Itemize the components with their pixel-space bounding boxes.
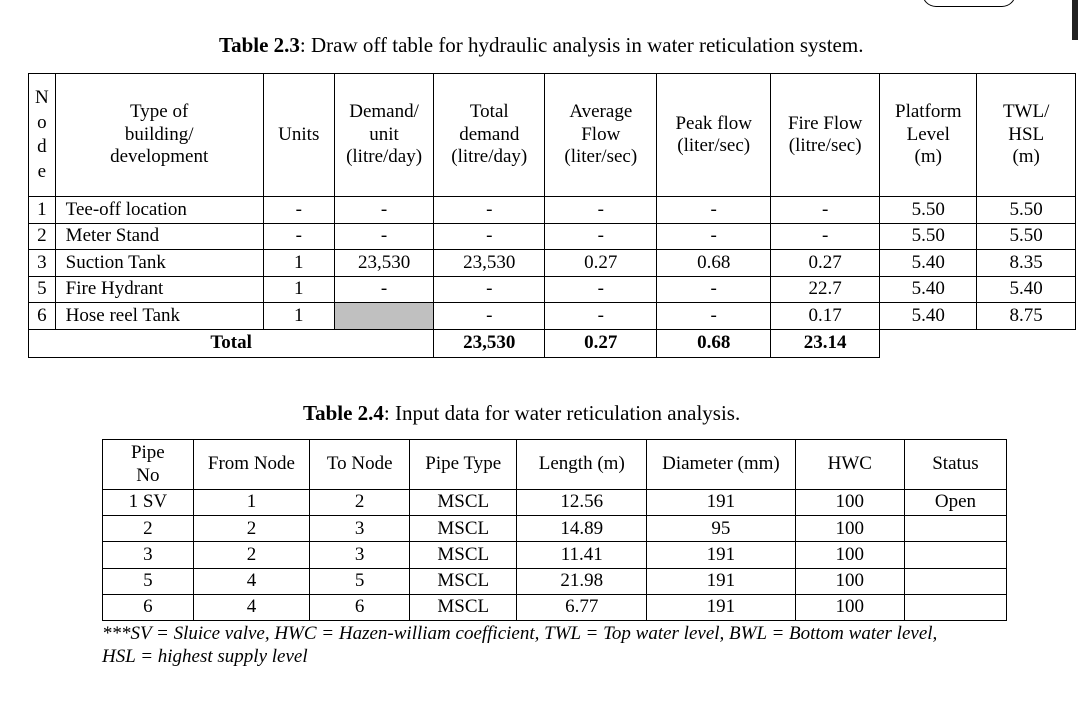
table-row [103, 542, 1007, 568]
cell-to-node: 2 [310, 490, 410, 516]
cell-length: 21.98 [517, 568, 647, 594]
cell-twl: 8.75 [977, 303, 1076, 330]
total-total-demand: 23,530 [434, 329, 545, 357]
header-node: N o d e [29, 74, 56, 197]
header-total-demand: Total demand (litre/day) [434, 74, 545, 197]
cell-pipe-type: MSCL [410, 516, 517, 542]
header-row [103, 440, 1007, 490]
cell-type: Hose reel Tank [55, 303, 263, 330]
cell-platform-level: 5.40 [880, 250, 977, 277]
cell-to-node: 3 [310, 542, 410, 568]
cell-type: Suction Tank [55, 250, 263, 277]
header-pipe-type: Pipe Type [410, 440, 517, 490]
header-hwc: HWC [795, 440, 904, 490]
cell-peak-flow: 0.68 [657, 250, 771, 277]
table-row [29, 303, 1076, 330]
cell-demand-unit: - [334, 223, 433, 250]
cell-node: 1 [29, 197, 56, 224]
header-pipe-no: Pipe No [103, 440, 194, 490]
cell-from-node: 2 [193, 542, 309, 568]
total-fire-flow: 23.14 [771, 329, 880, 357]
header-type: Type of building/ development [55, 74, 263, 197]
cell-node: 5 [29, 276, 56, 303]
cell-units: - [263, 223, 334, 250]
caption-label: Table 2.4 [303, 401, 384, 425]
cell-status [904, 568, 1006, 594]
cell-type: Fire Hydrant [55, 276, 263, 303]
cell-fire-flow: 0.17 [771, 303, 880, 330]
table-row [103, 516, 1007, 542]
header-platform-level: Platform Level (m) [880, 74, 977, 197]
cell-average-flow: - [545, 303, 657, 330]
cell-twl: 5.40 [977, 276, 1076, 303]
header-length: Length (m) [517, 440, 647, 490]
header-units: Units [263, 74, 334, 197]
cell-hwc: 100 [795, 568, 904, 594]
cell-average-flow: 0.27 [545, 250, 657, 277]
cell-diameter: 191 [647, 594, 795, 620]
header-from-node: From Node [193, 440, 309, 490]
cell-length: 12.56 [517, 490, 647, 516]
cell-units: 1 [263, 303, 334, 330]
empty-cell [880, 329, 977, 357]
cell-node: 6 [29, 303, 56, 330]
footnote-line-1: ***SV = Sluice valve, HWC = Hazen-william coefficient, TWL = Top water level, BWL = Bottom water level, [102, 623, 938, 644]
table-row [103, 490, 1007, 516]
cell-twl: 5.50 [977, 223, 1076, 250]
total-row [29, 329, 1076, 357]
header-peak-flow: Peak flow (liter/sec) [657, 74, 771, 197]
cell-average-flow: - [545, 276, 657, 303]
cell-status [904, 542, 1006, 568]
cell-peak-flow: - [657, 276, 771, 303]
cell-status [904, 594, 1006, 620]
cell-peak-flow: - [657, 223, 771, 250]
cell-units: - [263, 197, 334, 224]
footnote [102, 622, 1002, 668]
cell-peak-flow: - [657, 197, 771, 224]
cell-units: 1 [263, 250, 334, 277]
table-row [29, 197, 1076, 224]
cell-pipe-type: MSCL [410, 490, 517, 516]
cell-total-demand: - [434, 223, 545, 250]
cell-status [904, 516, 1006, 542]
cell-to-node: 3 [310, 516, 410, 542]
cell-hwc: 100 [795, 516, 904, 542]
empty-cell [977, 329, 1076, 357]
cell-total-demand: - [434, 276, 545, 303]
table-row [29, 250, 1076, 277]
cell-hwc: 100 [795, 490, 904, 516]
table-row [29, 276, 1076, 303]
cell-length: 6.77 [517, 594, 647, 620]
cell-twl: 8.35 [977, 250, 1076, 277]
header-status: Status [904, 440, 1006, 490]
cell-pipe-type: MSCL [410, 594, 517, 620]
cell-total-demand: - [434, 197, 545, 224]
cell-demand-unit: - [334, 197, 433, 224]
cell-platform-level: 5.50 [880, 197, 977, 224]
total-label: Total [29, 329, 434, 357]
header-diameter: Diameter (mm) [647, 440, 795, 490]
cell-status: Open [904, 490, 1006, 516]
cell-diameter: 191 [647, 568, 795, 594]
total-peak-flow: 0.68 [657, 329, 771, 357]
header-average-flow: Average Flow (liter/sec) [545, 74, 657, 197]
cell-demand-unit: 23,530 [334, 250, 433, 277]
cell-demand-unit: - [334, 276, 433, 303]
cell-pipe-no: 6 [103, 594, 194, 620]
table-row [29, 223, 1076, 250]
cell-total-demand: 23,530 [434, 250, 545, 277]
cell-to-node: 5 [310, 568, 410, 594]
table-row [103, 594, 1007, 620]
cell-node: 3 [29, 250, 56, 277]
cell-from-node: 4 [193, 594, 309, 620]
window-edge-bar [1072, 0, 1078, 40]
table-2-4-caption [303, 401, 740, 426]
partial-bracket-mark [922, 0, 1016, 7]
cell-pipe-type: MSCL [410, 542, 517, 568]
cell-from-node: 4 [193, 568, 309, 594]
cell-pipe-type: MSCL [410, 568, 517, 594]
caption-label: Table 2.3 [219, 33, 300, 57]
cell-pipe-no: 3 [103, 542, 194, 568]
cell-pipe-no: 5 [103, 568, 194, 594]
cell-pipe-no: 2 [103, 516, 194, 542]
cell-from-node: 1 [193, 490, 309, 516]
cell-length: 14.89 [517, 516, 647, 542]
cell-diameter: 95 [647, 516, 795, 542]
cell-platform-level: 5.40 [880, 303, 977, 330]
cell-diameter: 191 [647, 490, 795, 516]
cell-hwc: 100 [795, 542, 904, 568]
cell-platform-level: 5.40 [880, 276, 977, 303]
table-row [103, 568, 1007, 594]
cell-fire-flow: - [771, 197, 880, 224]
cell-type: Tee-off location [55, 197, 263, 224]
cell-platform-level: 5.50 [880, 223, 977, 250]
pipe-input-table [102, 439, 1007, 621]
header-twl-hsl: TWL/ HSL (m) [977, 74, 1076, 197]
cell-average-flow: - [545, 197, 657, 224]
cell-to-node: 6 [310, 594, 410, 620]
total-average-flow: 0.27 [545, 329, 657, 357]
caption-text: : Input data for water reticulation analysis. [383, 401, 741, 425]
table-2-3-caption [219, 33, 863, 58]
cell-fire-flow: - [771, 223, 880, 250]
cell-type: Meter Stand [55, 223, 263, 250]
cell-fire-flow: 22.7 [771, 276, 880, 303]
draw-off-table [28, 73, 1076, 358]
cell-from-node: 2 [193, 516, 309, 542]
cell-peak-flow: - [657, 303, 771, 330]
header-demand-unit: Demand/ unit (litre/day) [334, 74, 433, 197]
caption-text: : Draw off table for hydraulic analysis in water reticulation system. [299, 33, 864, 57]
cell-units: 1 [263, 276, 334, 303]
header-fire-flow: Fire Flow (litre/sec) [771, 74, 880, 197]
cell-fire-flow: 0.27 [771, 250, 880, 277]
header-to-node: To Node [310, 440, 410, 490]
cell-node: 2 [29, 223, 56, 250]
cell-total-demand: - [434, 303, 545, 330]
cell-hwc: 100 [795, 594, 904, 620]
cell-pipe-no: 1 SV [103, 490, 194, 516]
footnote-line-2: HSL = highest supply level [102, 646, 308, 667]
cell-demand-unit-shaded [334, 303, 433, 330]
cell-length: 11.41 [517, 542, 647, 568]
cell-twl: 5.50 [977, 197, 1076, 224]
header-row [29, 74, 1076, 197]
cell-average-flow: - [545, 223, 657, 250]
cell-diameter: 191 [647, 542, 795, 568]
